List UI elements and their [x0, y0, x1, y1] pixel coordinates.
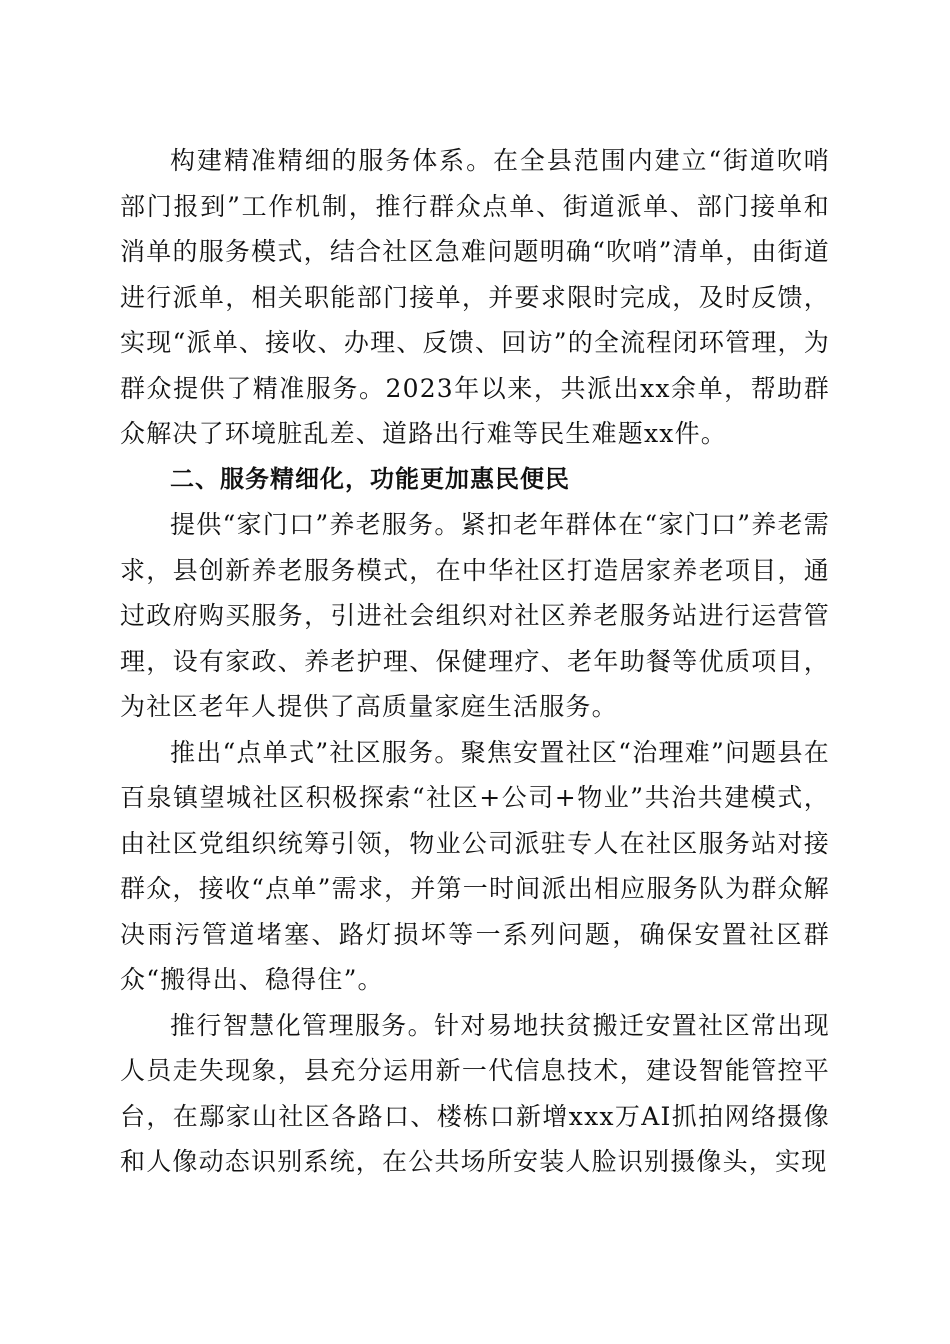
paragraph-elderly-care: 提供“家门口”养老服务。紧扣老年群体在“家门口”养老需求，县创新养老服务模式，在中华社区打造居家养老项目，通过政府购买服务，引进社会组织对社区养老服务站进行运营管理，设有家政、养老护理、保健理疗、老年助餐等优质项目，为社区老年人提供了高质量家庭生活服务。: [120, 510, 830, 721]
paragraph-service-system: 构建精准精细的服务体系。在全县范围内建立“街道吹哨部门报到”工作机制，推行群众点单、街道派单、部门接单和消单的服务模式，结合社区急难问题明确“吹哨”清单，由街道进行派单，相关职能部门接单，并要求限时完成，及时反馈，实现“派单、接收、办理、反馈、回访”的全流程闭环管理，为群众提供了精准服务。2023年以来，共派出xx余单，帮助群众解决了环境脏乱差、道路出行难等民生难题xx件。: [120, 146, 830, 448]
paragraph-smart-management: 推行智慧化管理服务。针对易地扶贫搬迁安置社区常出现人员走失现象，县充分运用新一代信息技术，建设智能管控平台，在鄢家山社区各路口、楼栋口新增xxx万AI抓拍网络摄像和人像动态识别系统，在公共场所安装人脸识别摄像头，实现: [120, 1010, 830, 1176]
paragraph-order-service: 推出“点单式”社区服务。聚焦安置社区“治理难”问题县在百泉镇望城社区积极探索“社区+公司+物业”共治共建模式，由社区党组织统筹引领，物业公司派驻专人在社区服务站对接群众，接收“点单”需求，并第一时间派出相应服务队为群众解决雨污管道堵塞、路灯损坏等一系列问题，确保安置社区群众“搬得出、稳得住”。: [120, 737, 830, 994]
section-heading-2: 二、服务精细化，功能更加惠民便民: [170, 464, 570, 493]
document-body: [120, 138, 830, 1185]
